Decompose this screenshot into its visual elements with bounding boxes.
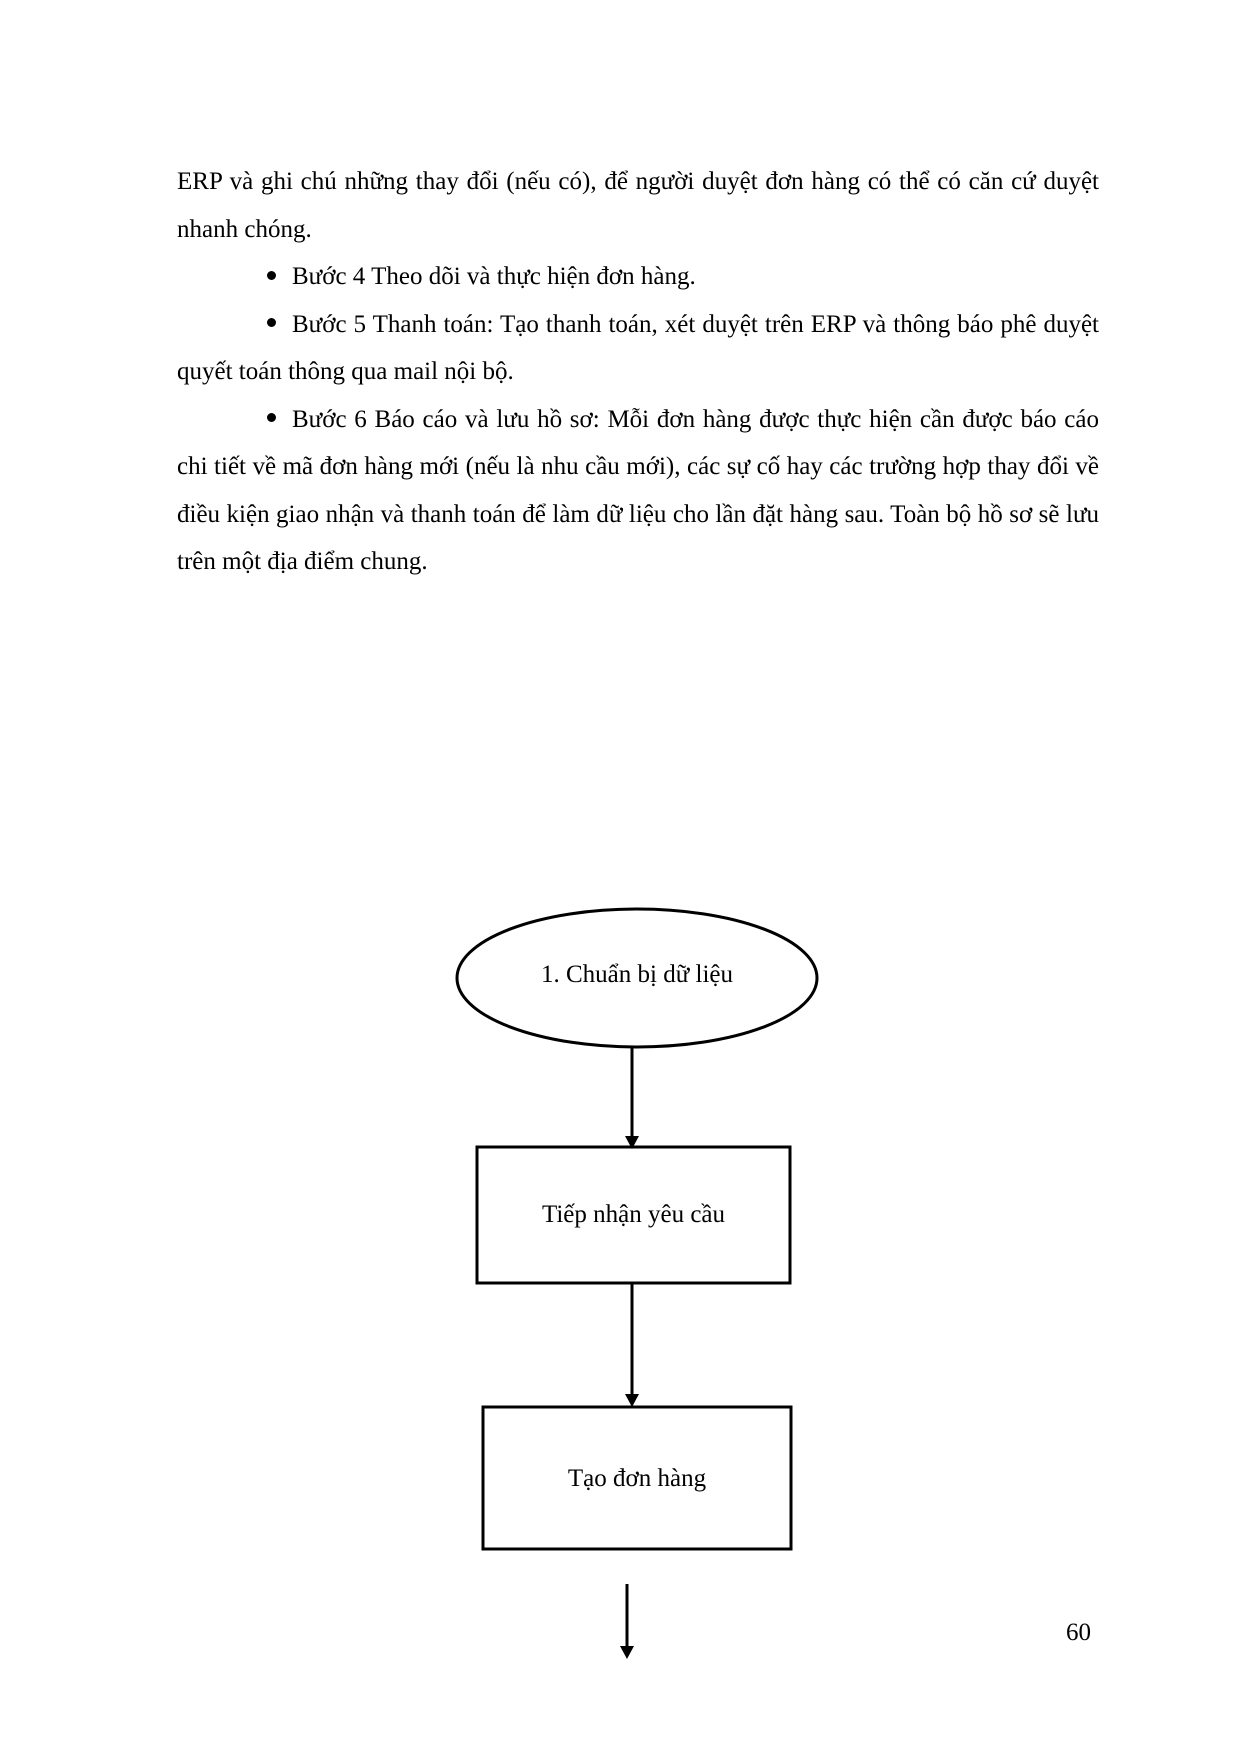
flowchart-arrowhead-3 [620, 1646, 634, 1659]
flowchart-start-label: 1. Chuẩn bị dữ liệu [540, 961, 733, 988]
flowchart-arrowhead-2 [625, 1394, 639, 1407]
paragraph-continuation: ERP và ghi chú những thay đổi (nếu có), để người duyệt đơn hàng có thể có căn cứ duyệt nhanh chóng. [177, 168, 1099, 243]
bullet-step-5-text: Bước 5 Thanh toán: Tạo thanh toán, xét duyệt trên ERP và thông báo phê duyệt quyết toán thông qua mail nội bộ. [177, 310, 1099, 385]
flowchart-receive-label: Tiếp nhận yêu cầu [541, 1201, 726, 1228]
flowchart-create-order-label: Tạo đơn hàng [567, 1465, 707, 1492]
bullet-step-4-text: Bước 4 Theo dõi và thực hiện đơn hàng. [292, 263, 696, 290]
page-number: 60 [1066, 1619, 1091, 1646]
bullet-step-6-text: Bước 6 Báo cáo và lưu hồ sơ: Mỗi đơn hàng được thực hiện cần được báo cáo chi tiết về mã đơn hàng mới (nếu là nhu cầu mới), các sự cố hay các trường hợp thay đổi về điều kiện giao nhận và thanh toán để làm dữ liệu cho lần đặt hàng sau. Toàn bộ hồ sơ sẽ lưu trên một địa điểm chung. [177, 405, 1099, 575]
